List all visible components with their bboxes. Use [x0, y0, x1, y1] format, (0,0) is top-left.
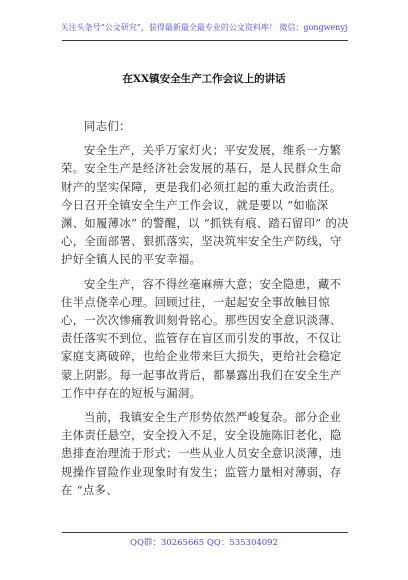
paragraph-3: 当前，我镇安全生产形势依然严峻复杂。部分企业主体责任悬空，安全投入不足，安全设施陈旧老化，隐患排查治理流于形式；一些从业人员安全意识淡薄，违规操作冒险作业现象时有发生；监管力量相对薄弱，存在 “点多、 [61, 411, 342, 497]
salutation: 同志们： [84, 120, 131, 133]
document-title: 在XX镇安全生产工作会议上的讲话 [122, 73, 286, 85]
paragraph-1: 安全生产，关乎万家灯火；平安发展，维系一方繁荣。安全生产是经济社会发展的基石，是人民群众生命财产的坚实保障，更是我们必须扛起的重大政治责任。今日召开全镇安全生产工作会议，就是要以 “如临深渊、如履薄冰” 的警醒，以 “抓铁有痕、踏石留印” 的决心，全面部署、狠抓落实，坚决筑牢安全生产防线，守护好全镇人民的平安幸福。 [61, 144, 349, 267]
page-footer: QQ群：30265665 QQ：535304092 [129, 538, 278, 548]
document-body [61, 118, 349, 506]
header-divider [62, 40, 348, 41]
footer-divider [62, 532, 348, 533]
paragraph-2: 安全生产，容不得丝毫麻痹大意；安全隐患，藏不住半点侥幸心理。回顾过往，一起起安全事故触目惊心，一次次惨痛教训刻骨铭心。那些因安全意识淡薄、责任落实不到位、监管存在盲区而引发的事故，不仅让家庭支离破碎，也给企业带来巨大损失，更给社会稳定蒙上阴影。每一起事故背后，都暴露出我们在安全生产工作中存在的短板与漏洞。 [61, 277, 342, 400]
page-header: 关注头条号“公文研究”，获得最新最全最专业的公文资料库！ 微信：gongwenyj [60, 23, 348, 32]
